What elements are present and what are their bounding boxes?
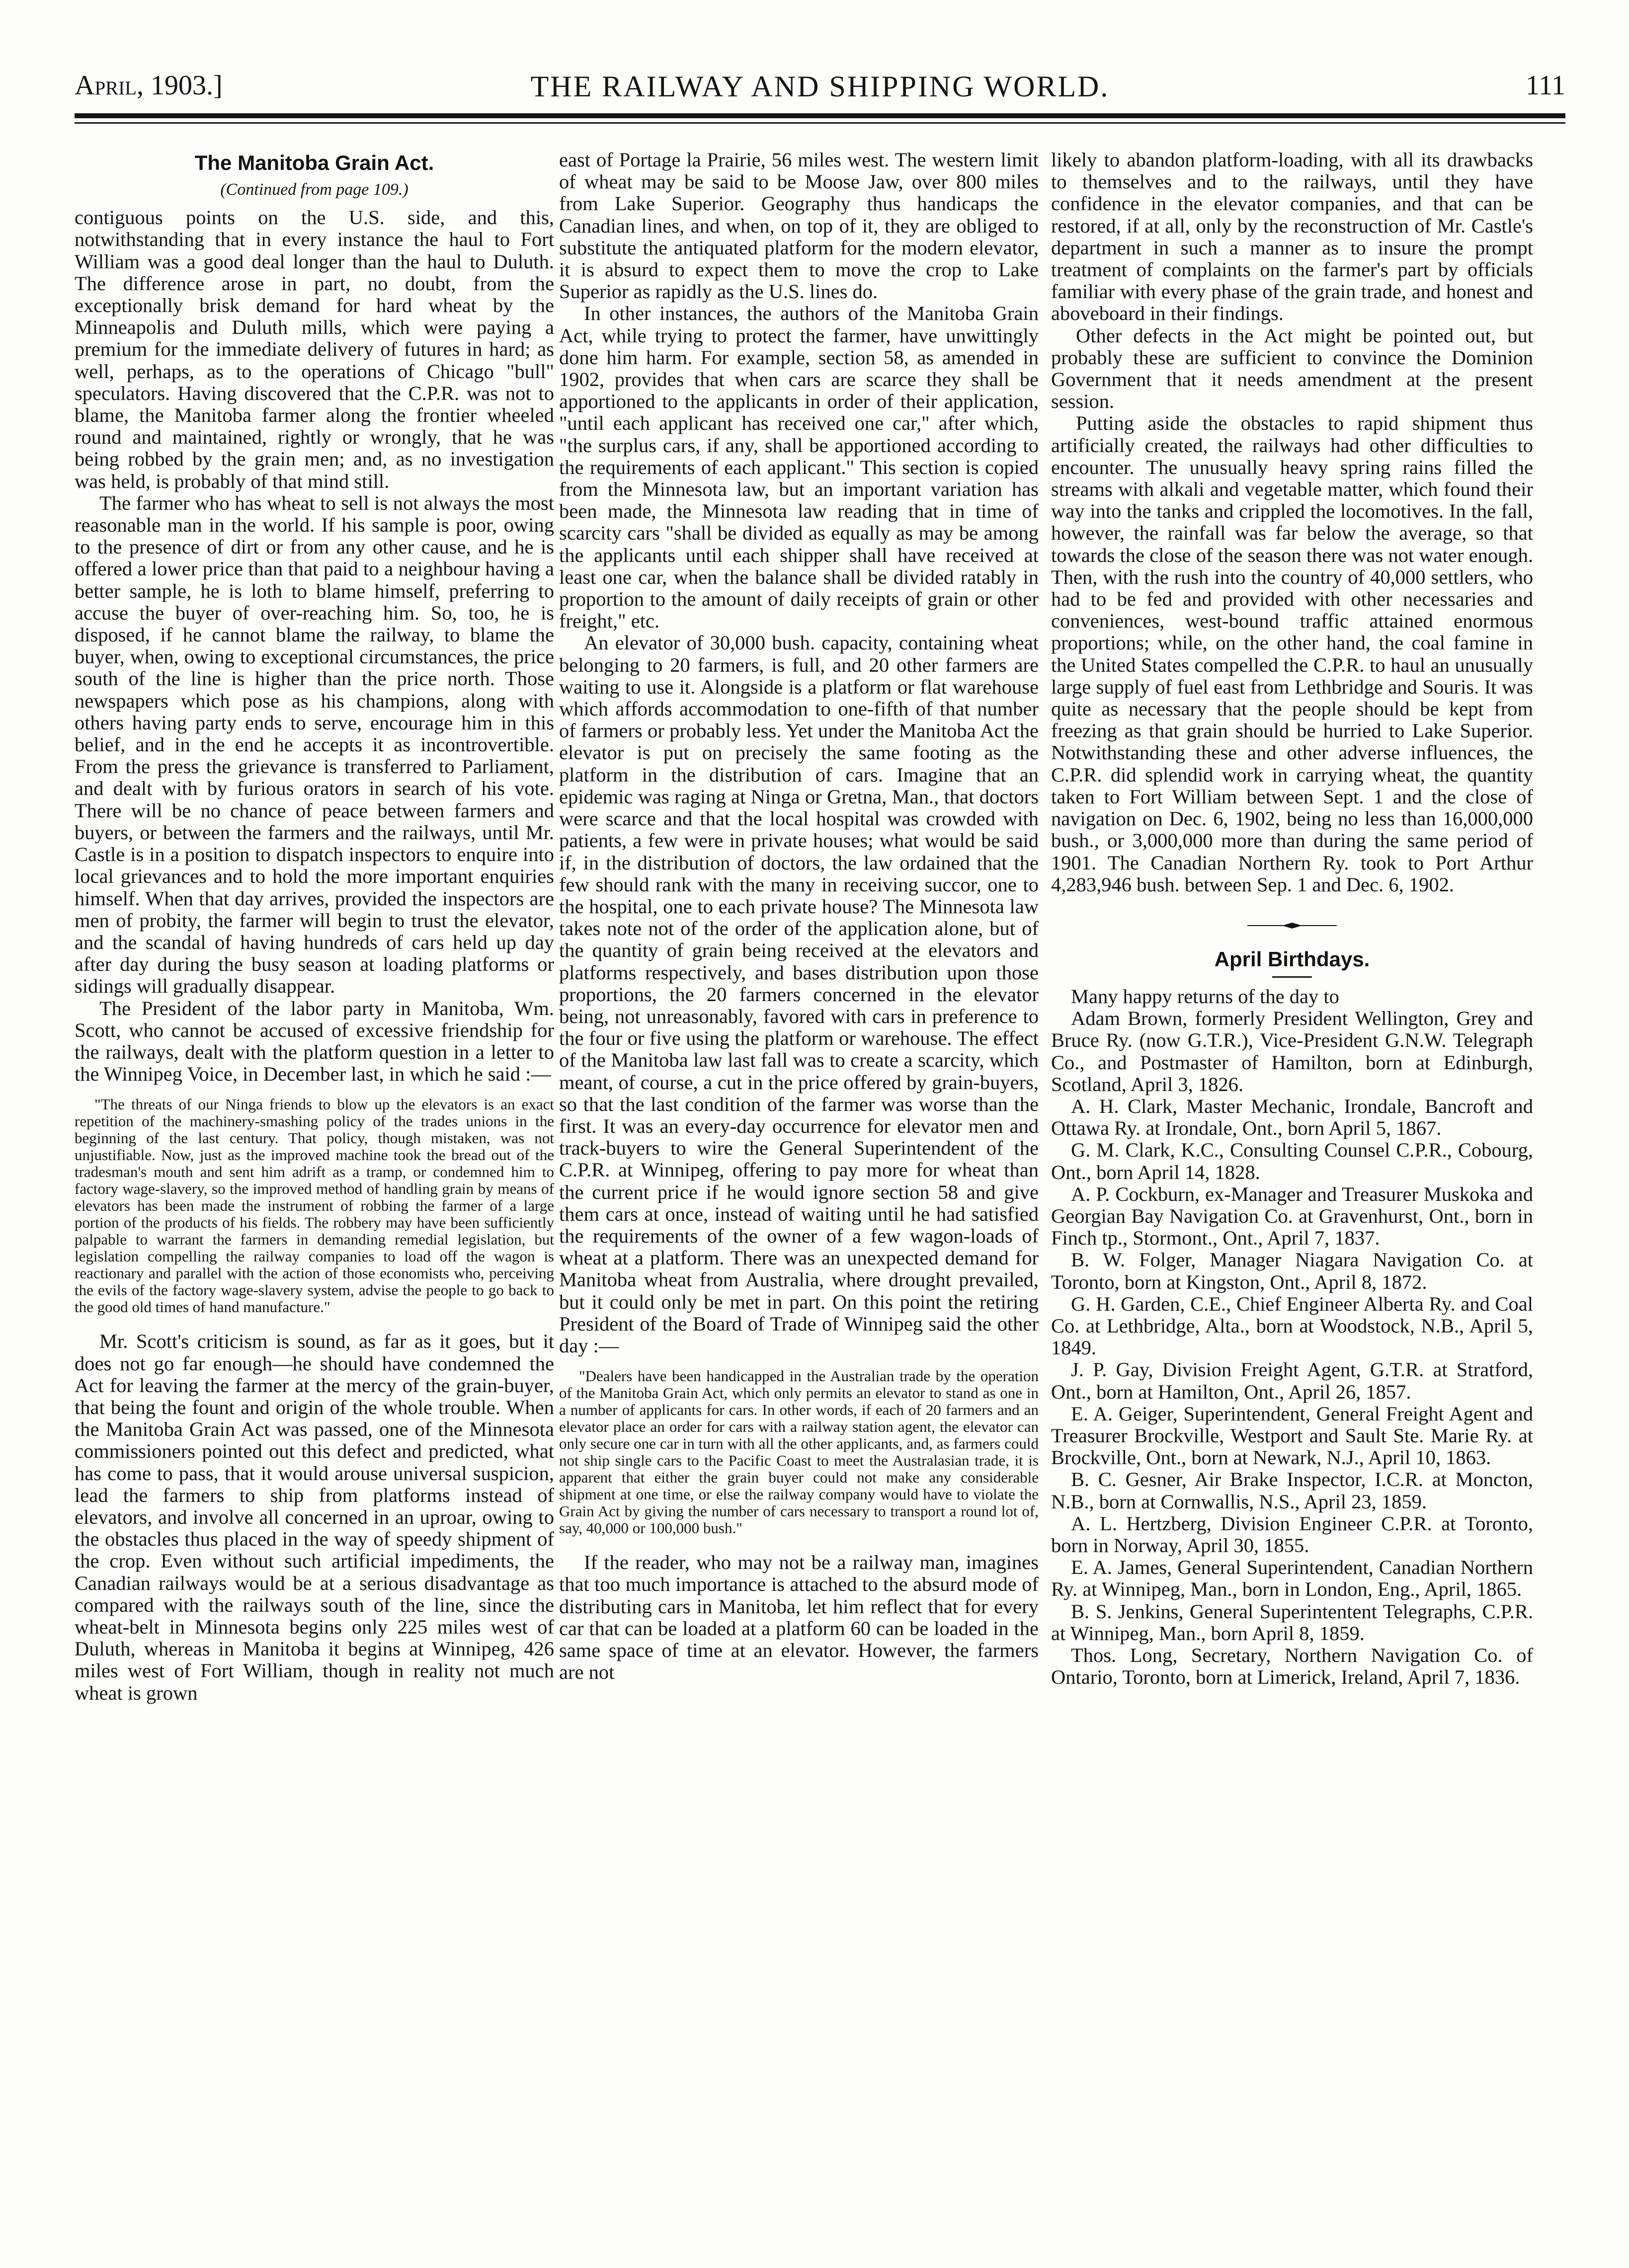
- paragraph: Mr. Scott's criticism is sound, as far as it goes, but it does not go far enough—he should have condemned the Act for leaving the farmer at the mercy of the grain-buyer, that being the fount and origin of the whole trouble. When the Manitoba Grain Act was passed, one of the Minnesota commissioners pointed out this defect and predicted, what has come to pass, that it would arouse universal suspicion, lead the farmers to ship from platforms instead of elevators, and involve all concerned in an uproar, owing to the obstacles thus placed in the way of speedy shipment of the crop. Even without such artificial impediments, the Canadian railways would be at a serious disadvantage as compared with the railways south of the line, since the wheat-belt in Minnesota begins only 225 miles west of Duluth, whereas in Manitoba it begins at Winnipeg, 426 miles west of Fort William, though in reality not much wheat is grown: [75, 1330, 554, 1704]
- paragraph: likely to abandon platform-loading, with all its drawbacks to themselves and to the railways, until they have confidence in the elevator companies, and that can be restored, if at all, only by the reconstruction of Mr. Castle's department in such a manner as to insure the prompt treatment of complaints on the farmer's part by officials familiar with every phase of the grain trade, and honest and aboveboard in their findings.: [1051, 149, 1533, 325]
- paragraph: An elevator of 30,000 bush. capacity, containing wheat belonging to 20 farmers, is full, and 20 other farmers are waiting to use it. Alongside is a platform or flat warehouse which affords accommodation to one-fifth of that number of farmers or probably less. Yet under the Manitoba Act the elevator is put on precisely the same footing as the platform in the distribution of cars. Imagine that an epidemic was raging at Ninga or Gretna, Man., that doctors were scarce and that the local hospital was crowded with patients, a few were in private houses; what would be said if, in the distribution of doctors, the law ordained that the few should rank with the many in receiving succor, one to the hospital, one to each private house? The Minnesota law takes note not of the order of the application alone, but of the quantity of grain being received at the elevators and platforms respectively, and bases distribution upon those proportions, the 20 farmers concerned in the elevator being, not unreasonably, favored with cars in preference to the four or five using the platform or warehouse. The effect of the Manitoba law last fall was to create a scarcity, which meant, of course, a cut in the price offered by grain-buyers, so that the last condition of the farmer was worse than the first. It was an every-day occurrence for elevator men and track-buyers to wire the General Superintendent of the C.P.R. at Winnipeg, offering to pay more for wheat than the current price if he would ignore section 58 and give them cars at once, instead of waiting until he had satisfied the requirements of the owner of a few wagon-loads of wheat at a platform. There was an unexpected demand for Manitoba wheat from Australia, where drought prevailed, but it could only be met in part. On this point the retiring President of the Board of Trade of Winnipeg said the other day :—: [559, 631, 1039, 1357]
- page-number: 111: [1526, 70, 1565, 101]
- block-quote: [559, 1368, 1039, 1537]
- birthday-entry: G. M. Clark, K.C., Consulting Counsel C.P.R., Cobourg, Ont., born April 14, 1828.: [1051, 1139, 1533, 1183]
- birthdays-intro: Many happy returns of the day to: [1071, 985, 1339, 1008]
- section-divider-ornament: [1051, 921, 1533, 931]
- header-rule-thin: [75, 122, 1565, 124]
- birthday-entry: B. S. Jenkins, General Superintentent Telegraphs, C.P.R. at Winnipeg, Man., born April 8, 1859.: [1051, 1600, 1533, 1644]
- article-continued-note: (Continued from page 109.): [220, 180, 408, 199]
- article-title: The Manitoba Grain Act.: [194, 151, 434, 174]
- birthday-entry: A. L. Hertzberg, Division Engineer C.P.R. at Toronto, born in Norway, April 30, 1855.: [1051, 1512, 1533, 1557]
- birthday-entry: A. H. Clark, Master Mechanic, Irondale, Bancroft and Ottawa Ry. at Irondale, Ont., born April 5, 1867.: [1051, 1095, 1533, 1140]
- birthday-entry: Adam Brown, formerly President Wellington, Grey and Bruce Ry. (now G.T.R.), Vice-President G.N.W. Telegraph Co., and Postmaster of Hamilton, born at Edinburgh, Scotland, April 3, 1826.: [1051, 1007, 1533, 1095]
- paragraph: The farmer who has wheat to sell is not always the most reasonable man in the world. If his sample is poor, owing to the presence of dirt or from any other cause, and he is offered a lower price than that paid to a neighbour having a better sample, he is loth to blame himself, preferring to accuse the buyer of over-reaching him. So, too, he is disposed, if he cannot blame the railway, to blame the buyer, when, owing to exceptional circumstances, the price south of the line is higher than the price north. Those newspapers which pose as his champions, along with others having party ends to serve, encourage him in this belief, and in the end he accepts it as incontrovertible. From the press the grievance is transferred to Parliament, and dealt with by furious orators in search of his vote. There will be no chance of peace between farmers and buyers, or between the farmers and the railways, until Mr. Castle is in a position to dispatch inspectors to enquire into local grievances and to hold the more important enquiries himself. When that day arrives, provided the inspectors are men of probity, the farmer will begin to trust the elevator, and the scandal of having hundreds of cars held up day after day during the busy season at loading platforms or sidings will gradually disappear.: [75, 491, 554, 998]
- birthdays-title: April Birthdays.: [1214, 947, 1370, 971]
- birthday-entry: B. W. Folger, Manager Niagara Navigation Co. at Toronto, born at Kingston, Ont., April 8, 1872.: [1051, 1249, 1533, 1293]
- paragraph: contiguous points on the U.S. side, and this, notwithstanding that in every instance the haul to Fort William was a good deal longer than the haul to Duluth. The difference arose in part, no doubt, from the exceptionally brisk demand for hard wheat by the Minneapolis and Duluth mills, which were paying a premium for the immediate delivery of futures in hard; as well, perhaps, as to the operations of Chicago "bull" speculators. Having discovered that the C.P.R. was not to blame, the Manitoba farmer along the frontier wheeled round and maintained, rightly or wrongly, that he was being robbed by the grain men; and, as no investigation was held, is probably of that mind still.: [75, 206, 554, 492]
- birthday-entry: Thos. Long, Secretary, Northern Navigation Co. of Ontario, Toronto, born at Limerick, Ireland, April 7, 1836.: [1051, 1644, 1533, 1689]
- paragraph: Other defects in the Act might be pointed out, but probably these are sufficient to convince the Dominion Government that it needs amendment at the present session.: [1051, 324, 1533, 413]
- birthday-entry: B. C. Gesner, Air Brake Inspector, I.C.R. at Moncton, N.B., born at Cornwallis, N.S., April 23, 1859.: [1051, 1468, 1533, 1513]
- column-3: [1051, 149, 1533, 1688]
- column-2: [559, 149, 1039, 1683]
- paragraph: If the reader, who may not be a railway man, imagines that too much importance is attached to the absurd mode of distributing cars in Manitoba, let him reflect that for every car that can be loaded at a platform 60 can be loaded in the same space of time at an elevator. However, the farmers are not: [559, 1551, 1039, 1684]
- birthday-entry: E. A. James, General Superintendent, Canadian Northern Ry. at Winnipeg, Man., born in London, Eng., April, 1865.: [1051, 1556, 1533, 1601]
- header-rule-thick: [75, 113, 1565, 118]
- issue-date: April, 1903.]: [75, 70, 223, 101]
- divider-ornament-icon: [1242, 921, 1342, 931]
- block-quote: [75, 1096, 554, 1316]
- title-underline: [1272, 976, 1312, 978]
- paragraph: east of Portage la Prairie, 56 miles west. The western limit of wheat may be said to be Moose Jaw, over 800 miles from Lake Superior. Geography thus handicaps the Canadian lines, and when, on top of it, they are obliged to substitute the antiquated platform for the modern elevator, it is absurd to expect them to move the crop to Lake Superior as rapidly as the U.S. lines do.: [559, 149, 1039, 303]
- journal-title: THE RAILWAY AND SHIPPING WORLD.: [530, 70, 1110, 103]
- paragraph: Putting aside the obstacles to rapid shipment thus artificially created, the railways had other difficulties to encounter. The unusually heavy spring rains filled the streams with alkali and vegetable matter, which found their way into the tanks and crippled the locomotives. In the fall, however, the rainfall was far below the average, so that towards the close of the season there was not water enough. Then, with the rush into the country of 40,000 settlers, who had to be fed and provided with other necessaries and conveniences, west-bound traffic attained enormous proportions; while, on the other hand, the coal famine in the United States compelled the C.P.R. to haul an unusually large supply of fuel east from Lethbridge and Souris. It was quite as necessary that the people should be kept from freezing as that grain should be hurried to Lake Superior. Notwithstanding these and other adverse influences, the C.P.R. did splendid work in carrying wheat, the quantity taken to Fort William between Sept. 1 and the close of navigation on Dec. 6, 1902, being no less than 16,000,000 bush., or 3,000,000 more than during the same period of 1901. The Canadian Northern Ry. took to Port Arthur 4,283,946 bush. between Sep. 1 and Dec. 6, 1902.: [1051, 412, 1533, 896]
- page-header: [75, 55, 1565, 109]
- birthday-entry: G. H. Garden, C.E., Chief Engineer Alberta Ry. and Coal Co. at Lethbridge, Alta., born at Woodstock, N.B., April 5, 1849.: [1051, 1292, 1533, 1359]
- column-1: [75, 149, 554, 1704]
- paragraph: In other instances, the authors of the Manitoba Grain Act, while trying to protect the farmer, have unwittingly done him harm. For example, section 58, as amended in 1902, provides that when cars are scarce they shall be apportioned to the applicants in order of their application, "until each applicant has received one car," after which, "the surplus cars, if any, shall be apportioned according to the requirements of each applicant." This section is copied from the Minnesota law, but an important variation has been made, the Minnesota law reading that in time of scarcity cars "shall be divided as equally as may be among the applicants until each shipper shall have received at least one car, when the balance shall be divided ratably in proportion to the amount of daily receipts of grain or other freight," etc.: [559, 302, 1039, 632]
- quote-text: "The threats of our Ninga friends to blow up the elevators is an exact repetition of the machinery-smashing policy of the trades unions in the beginning of the last century. That policy, though mistaken, was not unjustifiable. Now, just as the improved machine took the bread out of the tradesman's mouth and sent him adrift as a tramp, or condemned him to factory wage-slavery, so the improved method of handling grain by means of elevators has been made the instrument of robbing the farmer of a large portion of the products of his fields. The robbery may have been sufficiently palpable to warrant the farmers in demanding remedial legislation, but legislation compelling the railway companies to load off the wagon is reactionary and parallel with the action of those economists who, perceiving the evils of the factory wage-slavery system, advise the people to go back to the good old times of hand manufacture.": [75, 1095, 554, 1316]
- birthday-entry: J. P. Gay, Division Freight Agent, G.T.R. at Stratford, Ont., born at Hamilton, Ont., April 26, 1857.: [1051, 1358, 1533, 1403]
- paragraph: The President of the labor party in Manitoba, Wm. Scott, who cannot be accused of excessive friendship for the railways, dealt with the platform question in a letter to the Winnipeg Voice, in December last, in which he said :—: [75, 997, 554, 1086]
- birthdays-list: [1051, 986, 1533, 1689]
- birthday-entry: A. P. Cockburn, ex-Manager and Treasurer Muskoka and Georgian Bay Navigation Co. at Gravenhurst, Ont., born in Finch tp., Stormont., Ont., April 7, 1837.: [1051, 1182, 1533, 1250]
- quote-text: "Dealers have been handicapped in the Australian trade by the operation of the Manitoba Grain Act, which only permits an elevator to stand as one in a number of applicants for cars. In other words, if each of 20 farmers and an elevator place an order for cars with a railway station agent, the elevator can only secure one car in turn with all the other applicants, and, as farmers could not ship single cars to the Pacific Coast to meet the Australasian trade, it is apparent that either the grain buyer could not make any considerable shipment at one time, or else the railway company would have to violate the Grain Act by giving the number of cars necessary to transport a round lot of, say, 40,000 or 100,000 bush.": [559, 1367, 1039, 1537]
- birthday-entry: E. A. Geiger, Superintendent, General Freight Agent and Treasurer Brockville, Westport and Sault Ste. Marie Ry. at Brockville, Ont., born at Newark, N.J., April 10, 1863.: [1051, 1402, 1533, 1469]
